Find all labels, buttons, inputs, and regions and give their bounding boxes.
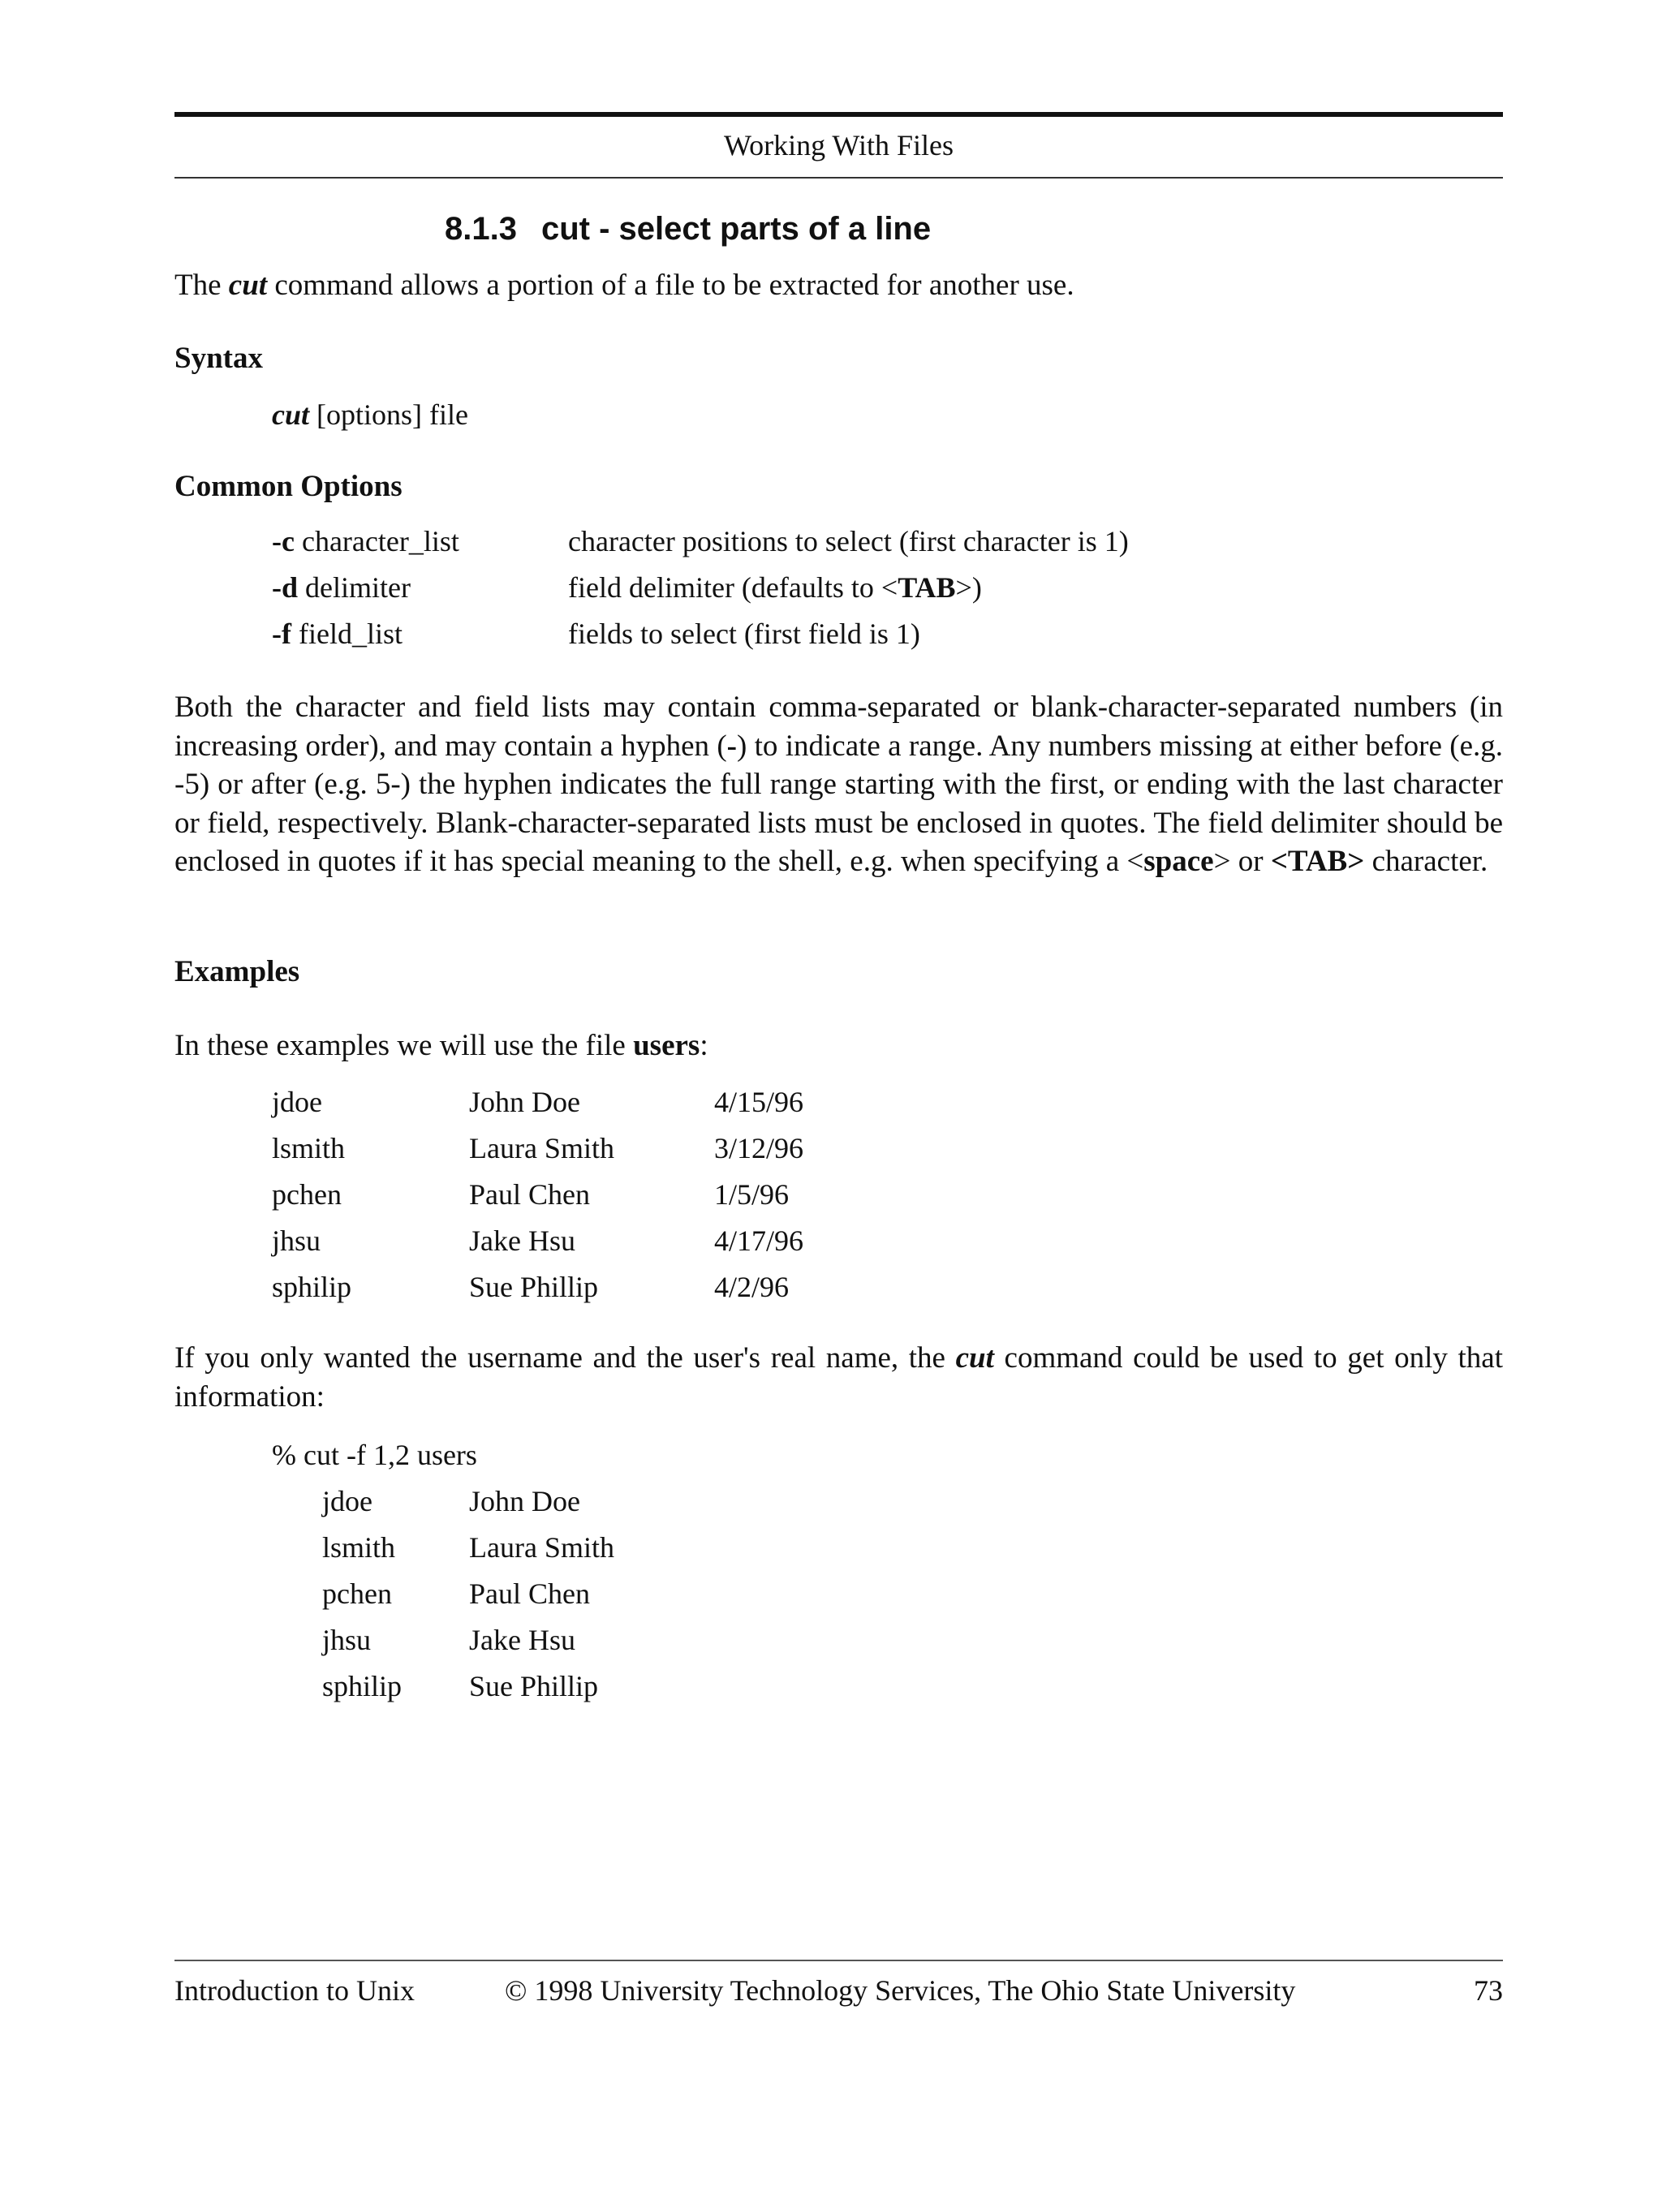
cut-example-command: cut bbox=[955, 1341, 994, 1375]
realname-cell: Laura Smith bbox=[469, 1132, 614, 1164]
username-cell: lsmith bbox=[322, 1531, 396, 1564]
realname-cell: Paul Chen bbox=[469, 1577, 590, 1610]
explanation-space: space bbox=[1143, 845, 1214, 878]
realname-cell: John Doe bbox=[469, 1485, 580, 1517]
explanation-tab: <TAB> bbox=[1270, 845, 1365, 878]
date-cell: 3/12/96 bbox=[714, 1132, 804, 1164]
explanation-text-4: character. bbox=[1364, 845, 1488, 878]
realname-cell: Laura Smith bbox=[469, 1531, 614, 1564]
cut-example-text-rest: command could be used to get only that information: bbox=[174, 1341, 1504, 1414]
option-row bbox=[272, 524, 459, 558]
examples-heading: Examples bbox=[174, 955, 300, 988]
username-cell: jhsu bbox=[322, 1624, 372, 1656]
intro-text: The bbox=[174, 269, 229, 302]
option-flag: -d bbox=[272, 571, 299, 604]
date-cell: 1/5/96 bbox=[714, 1178, 790, 1211]
cut-example-paragraph bbox=[174, 1339, 1503, 1416]
intro-command: cut bbox=[228, 269, 268, 302]
section-title-text: cut - select parts of a line bbox=[540, 211, 932, 247]
intro-paragraph bbox=[174, 266, 1074, 304]
realname-cell: Sue Phillip bbox=[469, 1670, 599, 1702]
syntax-heading: Syntax bbox=[174, 342, 263, 375]
realname-cell: Jake Hsu bbox=[469, 1224, 575, 1257]
section-title bbox=[445, 211, 931, 247]
running-header: Working With Files bbox=[724, 129, 954, 161]
common-options-heading: Common Options bbox=[174, 470, 403, 503]
section-number: 8.1.3 bbox=[445, 211, 517, 247]
option-description: character positions to select (first character is 1) bbox=[568, 525, 1129, 557]
footer-rule bbox=[174, 1960, 1503, 1961]
option-arg: field_list bbox=[291, 618, 403, 650]
page-number: 73 bbox=[1474, 1974, 1503, 2007]
option-desc-bold: TAB bbox=[898, 571, 956, 604]
date-cell: 4/17/96 bbox=[714, 1224, 804, 1257]
realname-cell: Sue Phillip bbox=[469, 1271, 599, 1303]
syntax-args: [options] file bbox=[309, 398, 468, 431]
realname-cell: Paul Chen bbox=[469, 1178, 590, 1211]
option-description: fields to select (first field is 1) bbox=[568, 618, 920, 650]
header-rule-thick bbox=[174, 112, 1503, 117]
command-line: % cut -f 1,2 users bbox=[272, 1439, 477, 1471]
username-cell: sphilip bbox=[322, 1670, 403, 1702]
footer-copyright: © 1998 University Technology Services, The Ohio State University bbox=[505, 1974, 1296, 2007]
cut-example-text: If you only wanted the username and the user's real name, the bbox=[174, 1341, 956, 1375]
option-description bbox=[568, 570, 982, 605]
option-arg: character_list bbox=[294, 525, 459, 557]
option-row bbox=[272, 570, 411, 605]
examples-intro-colon: : bbox=[700, 1029, 708, 1062]
intro-text-rest: command allows a portion of a file to be extracted for another use. bbox=[267, 269, 1074, 302]
option-row bbox=[272, 617, 403, 651]
syntax-command: cut bbox=[272, 398, 310, 431]
examples-intro-text: In these examples we will use the file bbox=[174, 1029, 634, 1062]
username-cell: lsmith bbox=[272, 1132, 346, 1164]
username-cell: pchen bbox=[322, 1577, 392, 1610]
date-cell: 4/15/96 bbox=[714, 1086, 804, 1118]
username-cell: jhsu bbox=[272, 1224, 321, 1257]
option-desc-text-end: >) bbox=[955, 571, 982, 604]
header-rule-thin bbox=[174, 177, 1503, 179]
option-desc-text: field delimiter (defaults to < bbox=[568, 571, 898, 604]
explanation-text-3: > or bbox=[1213, 845, 1271, 878]
option-arg: delimiter bbox=[298, 571, 411, 604]
username-cell: pchen bbox=[272, 1178, 342, 1211]
date-cell: 4/2/96 bbox=[714, 1271, 790, 1303]
option-flag: -c bbox=[272, 525, 295, 557]
username-cell: jdoe bbox=[272, 1086, 322, 1118]
explanation-text-2: ) to indicate a range. Any numbers missing at either before (e.g. -5) or after (e.g. 5-) the hyphen indicates the full range starting with the first, or ending with the last character or field, respectively. Blank-character-separated lists must be enclosed in quotes. The field delimiter should be enclosed in quotes if it has special meaning to the shell, e.g. when specifying a < bbox=[174, 729, 1503, 878]
option-flag: -f bbox=[272, 618, 291, 650]
explanation-text: Both the character and field lists may contain comma-separated or blank-character-separated numbers (in increasing order), and may contain a hyphen ( bbox=[174, 691, 1503, 763]
username-cell: sphilip bbox=[272, 1271, 352, 1303]
footer-title: Introduction to Unix bbox=[174, 1974, 415, 2007]
username-cell: jdoe bbox=[322, 1485, 372, 1517]
realname-cell: Jake Hsu bbox=[469, 1624, 575, 1656]
syntax-line bbox=[272, 396, 468, 434]
explanation-hyphen: - bbox=[726, 729, 737, 763]
realname-cell: John Doe bbox=[469, 1086, 580, 1118]
explanation-paragraph bbox=[174, 688, 1503, 881]
examples-file-name: users bbox=[633, 1029, 700, 1062]
examples-intro bbox=[174, 1026, 708, 1065]
